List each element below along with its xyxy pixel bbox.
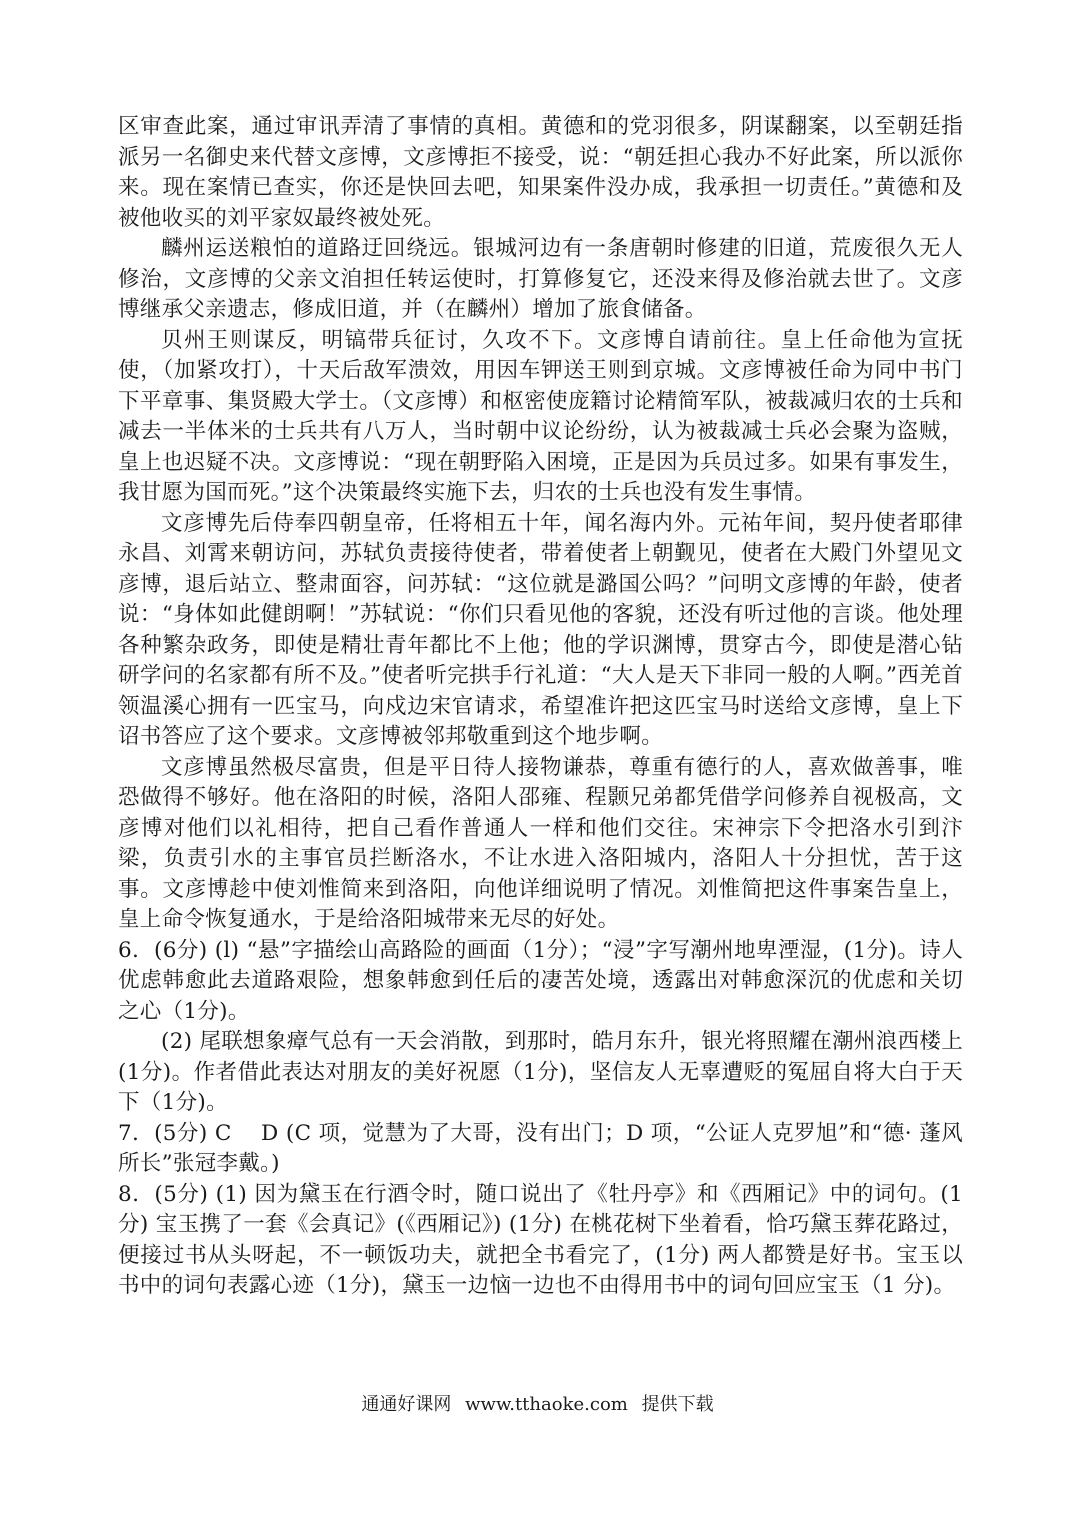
answer-7: 7．(5分) C D (C 项，觉慧为了大哥，没有出门；D 项，“公证人克罗旭”和“德· 蓬风所长”张冠李戴。): [118, 1120, 963, 1176]
footer-suffix: 提供下载: [641, 1394, 714, 1415]
document-body: [118, 112, 963, 1302]
answer-6: 6．(6分) (l) “悬”字描绘山高路险的画面（1分）；“浸”字写潮州地卑湮湿，(1分)。诗人优虑韩愈此去道路艰险，想象韩愈到任后的凄苦处境，透露出对韩愈深沉的优虑和关切之心（1分)。: [118, 937, 963, 1024]
paragraph-linzhou-road: 麟州运送粮怕的道路迂回绕远。银城河边有一条唐朝时修建的旧道，荒废很久无人修治，文彦博的父亲文洎担任转运使时，打算修复它，还没来得及修治就去世了。文彦博继承父亲遗志，修成旧道，并（在麟州）增加了旅食储备。: [118, 236, 963, 322]
answer-8: 8．(5分) (1) 因为黛玉在行酒令时，随口说出了《牡丹亭》和《西厢记》中的词句。(1分) 宝玉携了一套《会真记》(《西厢记》) (1分) 在桃花树下坐着看，恰巧黛玉葬花路过，便接过书从头呀起，不一顿饭功夫，就把全书看完了，(1分) 两人都赞是好书。宝玉以书中的词句表露心迹（1分)，黛玉一边恼一边也不由得用书中的词句回应宝玉（1 分)。: [118, 1181, 963, 1298]
page-footer: [0, 1390, 1075, 1416]
paragraph-luoyang: 文彦博虽然极尽富贵，但是平日待人接物谦恭，尊重有德行的人，喜欢做善事，唯恐做得不够好。他在洛阳的时候，洛阳人邵雍、程颢兄弟都凭借学问修养自视极高，文彦博对他们以礼相待，把自己看作普通人一样和他们交往。宋神宗下令把洛水引到汴梁，负责引水的主事官员拦断洛水，不让水进入洛阳城内，洛阳人十分担忧，苦于这事。文彦博趁中使刘惟简来到洛阳，向他详细说明了情况。刘惟简把这件事案告皇上，皇上命令恢复通水，于是给洛阳城带来无尽的好处。: [118, 754, 963, 932]
paragraph-four-emperors: 文彦博先后侍奉四朝皇帝，任将相五十年，闻名海内外。元祐年间，契丹使者耶律永昌、刘霄来朝访问，苏轼负责接待使者，带着使者上朝觐见，使者在大殿门外望见文彦博，退后站立、整肃面容，问苏轼：“这位就是潞国公吗？”问明文彦博的年龄，使者说：“身体如此健朗啊！”苏轼说：“你们只看见他的客貌，还没有听过他的言谈。他处理各种繁杂政务，即使是精壮青年都比不上他；他的学识渊博，贯穿古今，即使是潜心钻研学问的名家都有所不及。”使者听完拱手行礼道：“大人是天下非同一般的人啊。”西羌首领温溪心拥有一匹宝马，向戍边宋官请求，希望准许把这匹宝马时送给文彦博，皇上下诏书答应了这个要求。文彦博被邻邦敬重到这个地步啊。: [118, 510, 963, 749]
footer-url: www.tthaoke.com: [465, 1394, 628, 1415]
answer-6-part-2: (2) 尾联想象瘴气总有一天会消散，到那时，皓月东升，银光将照耀在潮州浪西楼上(1分)。作者借此表达对朋友的美好祝愿（1分)，坚信友人无辜遭贬的冤屈自将大白于天下（1分)。: [118, 1029, 963, 1115]
paragraph-continuation: 区审查此案，通过审讯弄清了事情的真相。黄德和的党羽很多，阴谋翻案，以至朝廷指派另一名御史来代替文彦博，文彦博拒不接受，说：“朝廷担心我办不好此案，所以派你来。现在案情已查实，你还是快回去吧，知果案件没办成，我承担一切责任。”黄德和及被他收买的刘平家奴最终被处死。: [118, 114, 963, 231]
footer-site-name: 通通好课网: [361, 1394, 452, 1415]
paragraph-beizhou-rebellion: 贝州王则谋反，明镐带兵征讨，久攻不下。文彦博自请前往。皇上任命他为宣抚使，（加紧攻打），十天后敌军溃效，用因车钾送王则到京城。文彦博被任命为同中书门下平章事、集贤殿大学士。（文彦博）和枢密使庞籍讨论精简军队，被裁减归农的士兵和减去一半体米的士兵共有八万人，当时朝中议论纷纷，认为被裁减士兵必会聚为盗贼，皇上也迟疑不决。文彦博说：“现在朝野陷入困境，正是因为兵员过多。如果有事发生，我甘愿为国而死。”这个决策最终实施下去，归农的士兵也没有发生事情。: [118, 327, 963, 505]
